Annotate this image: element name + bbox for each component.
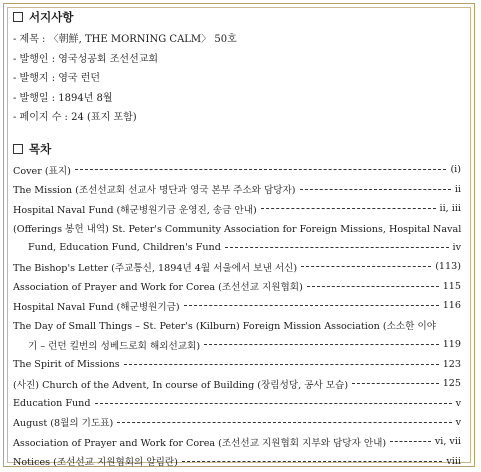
toc-item-hospital-naval-fund-2 [13, 296, 461, 315]
toc-item-cover [13, 160, 461, 179]
toc-item-title: Cover (표지) [13, 165, 71, 177]
toc-item-page: (113) [435, 261, 461, 273]
toc-section-title [13, 141, 51, 157]
toc-item-title: Notices (조선선교 지원협회의 알림란) [13, 457, 178, 469]
toc-item-page: 115 [442, 280, 461, 292]
toc-item-bishops-letter [13, 257, 461, 276]
toc-item-page: 123 [442, 358, 461, 370]
toc-item-page: ii [454, 183, 461, 195]
dot-leader [261, 208, 436, 209]
dot-leader [352, 383, 439, 384]
bib-date-line: - 발행일 : 1894년 8월 [13, 92, 113, 104]
toc-item-title: Association of Prayer and Work for Corea (조선선교 지원협회 지부와 담당자 안내) [13, 437, 387, 449]
toc-item-page: 119 [442, 339, 461, 351]
dot-leader [184, 305, 439, 306]
toc-item-page: v [455, 416, 461, 428]
toc-item-title-continued: 기 – 런던 킬번의 성베드로회 해외선교회) [28, 340, 201, 352]
toc-item-page: (i) [450, 164, 461, 176]
toc-item-page: viii [446, 455, 461, 467]
toc-item-title: Hospital Naval Fund (해군병원기금 운영진, 송금 안내) [13, 204, 257, 216]
toc-item-august [13, 413, 461, 432]
toc-item-title-continued: Fund, Education Fund, Children's Fund [28, 241, 221, 253]
bib-place-line: - 발행지 : 영국 런던 [13, 73, 101, 85]
toc-item-church-of-the-advent [13, 374, 461, 393]
toc-item-day-of-small-things [13, 316, 461, 355]
toc-list [13, 160, 461, 471]
toc-item-page: ii, iii [439, 203, 461, 215]
toc-item-association-of-prayer [13, 277, 461, 296]
bib-publisher-line: - 발행인 : 영국성공회 조선선교회 [13, 53, 159, 65]
toc-item-title: Hospital Naval Fund (해군병원기금) [13, 301, 180, 313]
toc-item-education-fund [13, 393, 461, 412]
toc-item-title: The Day of Small Things – St. Peter's (Kilburn) Foreign Mission Association (소소한 이야 [13, 321, 436, 333]
toc-item-title: Association of Prayer and Work for Corea (조선선교 지원협회) [13, 282, 303, 294]
toc-item-the-mission [13, 179, 461, 198]
toc-item-title: August (8월의 기도표) [13, 418, 114, 430]
bib-title-line: - 제목 : 〈朝鮮, THE MORNING CALM〉 50호 [13, 34, 237, 45]
toc-item-page: vi, vii [434, 436, 461, 448]
toc-item-title: Education Fund [13, 397, 91, 409]
dot-leader [390, 441, 431, 442]
toc-item-title: (Offerings 봉헌 내역) St. Peter's Community Association for Foreign Missions, Hospital Naval [13, 224, 462, 236]
bib-list [13, 30, 237, 128]
toc-title-text: 목차 [29, 142, 52, 156]
toc-item-notices [13, 452, 461, 471]
toc-item-page: 116 [442, 300, 461, 312]
checkbox-square-icon [13, 12, 23, 22]
toc-item-title: The Spirit of Missions [13, 358, 120, 370]
dot-leader [75, 169, 447, 170]
toc-item-hospital-naval-fund [13, 199, 461, 218]
toc-item-association-branches [13, 432, 461, 451]
dot-leader [182, 461, 442, 462]
bib-title-text: 서지사항 [29, 10, 74, 24]
dot-leader [95, 403, 452, 404]
dot-leader [300, 189, 451, 190]
toc-item-title: The Bishop's Letter (주교통신, 1894년 4월 서울에서 보낸 서신) [13, 262, 298, 274]
dot-leader [307, 286, 439, 287]
dot-leader [301, 266, 431, 267]
bib-pages-line: - 페이지 수 : 24 (표지 포함) [13, 112, 137, 124]
toc-item-page: iv [452, 241, 461, 253]
toc-item-title: (사진) Church of the Advent, In course of Building (장림성당, 공사 모습) [13, 379, 349, 391]
toc-item-page: v [455, 397, 461, 409]
dot-leader [204, 344, 439, 345]
toc-item-title: The Mission (조선선교회 선교사 명단과 영국 본부 주소와 담당자) [13, 185, 296, 197]
toc-item-offerings [13, 218, 461, 257]
checkbox-square-icon [13, 144, 23, 154]
toc-item-spirit-of-missions [13, 354, 461, 373]
bib-section-title [13, 9, 73, 25]
dot-leader [225, 247, 449, 248]
toc-item-page: 125 [442, 378, 461, 390]
dot-leader [124, 364, 439, 365]
dot-leader [117, 422, 451, 423]
